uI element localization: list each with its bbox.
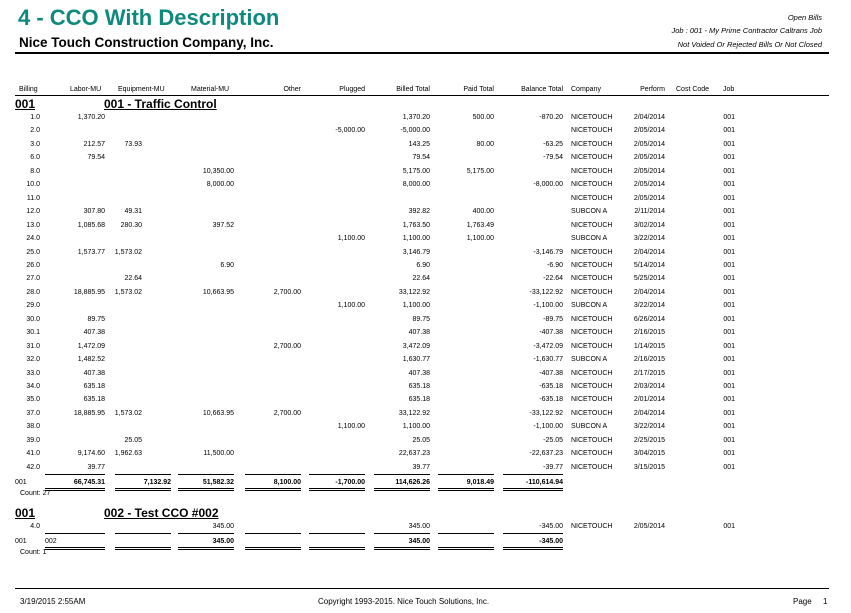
cell-job: 001 [723,302,735,309]
cell-job: 001 [723,410,735,417]
cell-company: NICETOUCH [571,343,613,350]
cell-equipment-mu: 73.93 [124,141,142,148]
cell-company: SUBCON A [571,208,608,215]
group-title: 002 - Test CCO #002 [104,506,219,520]
cell-job: 001 [723,195,735,202]
cell-balance-total: -89.75 [543,316,563,323]
total-double-rule [45,547,105,550]
report-status: Open Bills [787,13,822,22]
filter-line: Not Voided Or Rejected Bills Or Not Closed [677,40,822,49]
cell-perform: 2/16/2015 [633,356,665,363]
cell-job: 001 [723,114,735,121]
cell-perform: 2/04/2014 [633,289,665,296]
cell-labor-mu: 18,885.95 [73,289,105,296]
cell-billing: 30.0 [26,316,40,323]
cell-billing: 39.0 [26,437,40,444]
cell-billing: 1.0 [30,114,40,121]
cell-paid-total: 1,763.49 [466,222,494,229]
total-value: 7,132.92 [143,479,171,486]
cell-plugged: -5,000.00 [335,127,365,134]
column-header-billing: Billing [19,86,38,93]
total-value: 345.00 [212,538,234,545]
cell-company: NICETOUCH [571,523,613,530]
total-value: 66,745.31 [73,479,105,486]
cell-billed-total: 79.54 [412,154,430,161]
cell-billed-total: 5,175.00 [402,168,430,175]
cell-billed-total: 407.38 [408,329,430,336]
cell-billed-total: 1,100.00 [402,423,430,430]
cell-balance-total: -79.54 [543,154,563,161]
cell-material-mu: 345.00 [212,523,234,530]
total-rule [178,533,234,534]
cell-perform: 2/05/2014 [633,154,665,161]
cell-balance-total: -6.90 [547,262,563,269]
cell-labor-mu: 635.18 [83,396,105,403]
total-rule [178,474,234,475]
total-double-rule [374,488,430,491]
cell-company: NICETOUCH [571,262,613,269]
total-double-rule [245,488,301,491]
cell-company: NICETOUCH [571,329,613,336]
cell-labor-mu: 1,370.20 [77,114,105,121]
cell-balance-total: -345.00 [539,523,563,530]
cell-perform: 2/25/2015 [633,437,665,444]
column-header-perform: Perform [640,86,665,93]
cell-balance-total: -407.38 [539,329,563,336]
cell-equipment-mu: 49.31 [124,208,142,215]
total-rule [374,533,430,534]
cell-labor-mu: 1,573.77 [77,249,105,256]
cell-job: 001 [723,356,735,363]
cell-equipment-mu: 280.30 [120,222,142,229]
cell-other: 2,700.00 [273,289,301,296]
cell-balance-total: -635.18 [539,383,563,390]
cell-billing: 34.0 [26,383,40,390]
cell-job: 001 [723,370,735,377]
cell-labor-mu: 407.38 [83,370,105,377]
column-header-balance-total: Balance Total [521,86,563,93]
cell-billing: 33.0 [26,370,40,377]
column-header-material-mu: Material-MU [191,86,230,93]
cell-labor-mu: 89.75 [87,316,105,323]
cell-billed-total: 1,100.00 [402,302,430,309]
cell-company: SUBCON A [571,235,608,242]
cell-billing: 13.0 [26,222,40,229]
cell-perform: 2/16/2015 [633,329,665,336]
total-value: 9,018.49 [466,479,494,486]
cell-company: NICETOUCH [571,275,613,282]
cell-job: 001 [723,235,735,242]
column-header-billed-total: Billed Total [396,86,430,93]
cell-balance-total: -63.25 [543,141,563,148]
cell-plugged: 1,100.00 [337,423,365,430]
cell-perform: 1/14/2015 [633,343,665,350]
cell-billing: 27.0 [26,275,40,282]
cell-balance-total: -3,472.09 [533,343,563,350]
cell-billed-total: 8,000.00 [402,181,430,188]
total-label: 001 [15,538,27,545]
cell-company: NICETOUCH [571,114,613,121]
cell-billed-total: 1,370.20 [402,114,430,121]
cell-paid-total: 80.00 [476,141,494,148]
total-rule [115,533,171,534]
cell-billed-total: 1,630.77 [402,356,430,363]
cell-perform: 3/22/2014 [633,302,665,309]
copyright: Copyright 1993-2015. Nice Touch Solutions, Inc. [318,597,490,606]
cell-labor-mu: 407.38 [83,329,105,336]
total-double-rule [309,488,365,491]
column-header-paid-total: Paid Total [463,86,494,93]
total-value: 51,582.32 [202,479,234,486]
total-value: -110,614.94 [526,479,563,486]
cell-job: 001 [723,249,735,256]
group-code: 001 [15,97,36,111]
cell-perform: 3/02/2014 [633,222,665,229]
cell-perform: 6/26/2014 [633,316,665,323]
total-rule [115,474,171,475]
cell-perform: 3/15/2015 [633,464,665,471]
cell-company: NICETOUCH [571,168,613,175]
cell-billing: 41.0 [26,450,40,457]
cell-perform: 3/22/2014 [633,423,665,430]
column-header-plugged: Plugged [339,86,365,93]
cell-labor-mu: 79.54 [87,154,105,161]
cell-billing: 32.0 [26,356,40,363]
cell-billing: 38.0 [26,423,40,430]
total-rule [503,533,563,534]
total-value: -345.00 [539,538,563,545]
cell-job: 001 [723,437,735,444]
cell-perform: 2/05/2014 [633,127,665,134]
cell-billing: 8.0 [30,168,40,175]
cell-balance-total: -3,146.79 [533,249,563,256]
total-rule [438,533,494,534]
total-rule [245,474,301,475]
cell-billed-total: 3,472.09 [402,343,430,350]
cell-billed-total: 6.90 [416,262,430,269]
cell-paid-total: 5,175.00 [466,168,494,175]
cell-billed-total: 392.82 [408,208,430,215]
cell-labor-mu: 18,885.95 [73,410,105,417]
cell-company: NICETOUCH [571,141,613,148]
column-header-labor-mu: Labor-MU [70,86,102,93]
cell-billed-total: 1,100.00 [402,235,430,242]
total-rule [309,533,365,534]
cell-perform: 2/05/2014 [633,141,665,148]
cell-material-mu: 397.52 [212,222,234,229]
cell-labor-mu: 9,174.60 [77,450,105,457]
cell-perform: 2/05/2014 [633,168,665,175]
cell-job: 001 [723,262,735,269]
cell-job: 001 [723,127,735,134]
cell-job: 001 [723,329,735,336]
column-header-other: Other [283,86,301,93]
cell-perform: 2/03/2014 [633,383,665,390]
cell-plugged: 1,100.00 [337,302,365,309]
cell-balance-total: -33,122.92 [529,289,563,296]
cell-billing: 12.0 [26,208,40,215]
cell-balance-total: -870.20 [539,114,563,121]
cell-other: 2,700.00 [273,343,301,350]
total-value: 8,100.00 [273,479,301,486]
cell-labor-mu: 1,482.52 [77,356,105,363]
cell-perform: 2/05/2014 [633,523,665,530]
cell-billed-total: 39.77 [412,464,430,471]
cell-perform: 3/22/2014 [633,235,665,242]
cell-perform: 2/04/2014 [633,114,665,121]
cell-job: 001 [723,343,735,350]
cell-billing: 26.0 [26,262,40,269]
total-rule [45,474,105,475]
report-title: 4 - CCO With Description [18,5,280,30]
cell-company: NICETOUCH [571,383,613,390]
cell-billing: 29.0 [26,302,40,309]
cell-billing: 3.0 [30,141,40,148]
cell-perform: 5/14/2014 [633,262,665,269]
cell-company: NICETOUCH [571,249,613,256]
cell-billing: 30.1 [26,329,40,336]
cell-billed-total: 635.18 [408,396,430,403]
total-double-rule [115,488,171,491]
cell-billed-total: 89.75 [412,316,430,323]
cell-labor-mu: 1,472.09 [77,343,105,350]
cell-balance-total: -1,630.77 [533,356,563,363]
cell-equipment-mu: 25.05 [124,437,142,444]
cell-balance-total: -22,637.23 [529,450,563,457]
cell-job: 001 [723,423,735,430]
cell-equipment-mu: 1,573.02 [114,289,142,296]
cell-perform: 2/04/2014 [633,249,665,256]
cell-billing: 24.0 [26,235,40,242]
cell-balance-total: -25.05 [543,437,563,444]
cell-billed-total: 635.18 [408,383,430,390]
cell-material-mu: 8,000.00 [206,181,234,188]
cell-perform: 2/01/2014 [633,396,665,403]
cell-other: 2,700.00 [273,410,301,417]
cell-balance-total: -1,100.00 [533,423,563,430]
cell-job: 001 [723,208,735,215]
cell-job: 001 [723,383,735,390]
cell-billing: 10.0 [26,181,40,188]
total-double-rule [115,547,171,550]
cell-billing: 25.0 [26,249,40,256]
total-double-rule [45,488,105,491]
company-name: Nice Touch Construction Company, Inc. [19,35,274,50]
cell-billed-total: 1,763.50 [402,222,430,229]
total-rule [438,474,494,475]
cell-billing: 4.0 [30,523,40,530]
group-code: 001 [15,506,36,520]
cell-perform: 2/04/2014 [633,410,665,417]
total-double-rule [438,488,494,491]
cell-job: 001 [723,168,735,175]
cell-billing: 42.0 [26,464,40,471]
cell-billed-total: 25.05 [412,437,430,444]
cell-job: 001 [723,464,735,471]
cell-balance-total: -39.77 [543,464,563,471]
cell-paid-total: 1,100.00 [466,235,494,242]
cell-labor-mu: 1,085.68 [77,222,105,229]
cell-job: 001 [723,222,735,229]
total-value: 002 [45,538,57,545]
cell-perform: 3/04/2015 [633,450,665,457]
cell-perform: 2/17/2015 [633,370,665,377]
total-label: 001 [15,479,27,486]
cell-equipment-mu: 1,962.63 [114,450,142,457]
cell-job: 001 [723,181,735,188]
cell-perform: 5/25/2014 [633,275,665,282]
total-double-rule [374,547,430,550]
row-count: Count: 27 [20,490,51,497]
print-datetime: 3/19/2015 2:55AM [20,597,86,606]
cell-labor-mu: 307.80 [83,208,105,215]
cell-job: 001 [723,289,735,296]
cell-billing: 11.0 [26,195,40,202]
cell-job: 001 [723,523,735,530]
cell-paid-total: 500.00 [472,114,494,121]
cell-paid-total: 400.00 [472,208,494,215]
cell-billing: 35.0 [26,396,40,403]
cell-company: NICETOUCH [571,396,613,403]
cell-billed-total: 3,146.79 [402,249,430,256]
cell-balance-total: -1,100.00 [533,302,563,309]
cell-perform: 2/11/2014 [634,208,665,215]
total-double-rule [503,547,563,550]
total-rule [245,533,301,534]
cell-plugged: 1,100.00 [337,235,365,242]
cell-company: NICETOUCH [571,370,613,377]
cell-billed-total: 33,122.92 [398,410,430,417]
cell-company: NICETOUCH [571,222,613,229]
cell-labor-mu: 212.57 [83,141,105,148]
total-value: 114,626.26 [395,479,430,486]
total-rule [309,474,365,475]
total-rule [45,533,105,534]
total-value: -1,700.00 [335,479,365,486]
cell-billing: 31.0 [26,343,40,350]
cell-billed-total: 22,637.23 [398,450,430,457]
row-count: Count: 1 [20,549,47,556]
cell-company: NICETOUCH [571,464,613,471]
cell-balance-total: -407.38 [539,370,563,377]
cell-perform: 2/05/2014 [633,181,665,188]
group-title: 001 - Traffic Control [104,97,217,111]
column-header-company: Company [571,86,601,93]
column-header-rule [15,95,829,96]
cell-billed-total: 143.25 [408,141,430,148]
cell-material-mu: 10,663.95 [202,289,234,296]
cell-company: NICETOUCH [571,154,613,161]
cell-billed-total: 407.38 [408,370,430,377]
total-double-rule [245,547,301,550]
cell-labor-mu: 39.77 [87,464,105,471]
page-number: 1 [823,597,828,606]
footer-rule [15,588,829,589]
cell-job: 001 [723,316,735,323]
cell-balance-total: -22.64 [543,275,563,282]
cell-equipment-mu: 1,573.02 [114,249,142,256]
cell-labor-mu: 635.18 [83,383,105,390]
cell-balance-total: -635.18 [539,396,563,403]
cell-company: NICETOUCH [571,289,613,296]
cell-company: NICETOUCH [571,181,613,188]
cell-company: NICETOUCH [571,127,613,134]
cell-billed-total: 33,122.92 [398,289,430,296]
column-header-cost-code: Cost Code [676,86,710,93]
cell-company: SUBCON A [571,302,608,309]
total-rule [503,474,563,475]
cell-job: 001 [723,141,735,148]
cell-job: 001 [723,450,735,457]
cell-billing: 37.0 [26,410,40,417]
cell-material-mu: 11,500.00 [203,450,234,457]
page-label: Page [793,597,812,606]
total-rule [374,474,430,475]
header-rule [15,52,829,54]
cell-billing: 2.0 [30,127,40,134]
total-value: 345.00 [408,538,430,545]
cell-material-mu: 6.90 [220,262,234,269]
cell-material-mu: 10,350.00 [202,168,234,175]
total-double-rule [503,488,563,491]
cell-company: NICETOUCH [571,316,613,323]
cell-company: NICETOUCH [571,410,613,417]
cell-job: 001 [723,396,735,403]
cell-company: NICETOUCH [571,195,613,202]
cell-company: NICETOUCH [571,437,613,444]
total-double-rule [178,547,234,550]
column-header-equipment-mu: Equipment-MU [118,86,165,93]
cell-company: SUBCON A [571,356,608,363]
cell-company: SUBCON A [571,423,608,430]
cell-equipment-mu: 22.64 [124,275,142,282]
total-double-rule [438,547,494,550]
cell-equipment-mu: 1,573.02 [114,410,142,417]
cell-balance-total: -33,122.92 [529,410,563,417]
cell-balance-total: -8,000.00 [533,181,563,188]
cell-billing: 28.0 [26,289,40,296]
total-double-rule [178,488,234,491]
job-line: Job : 001 - My Prime Contractor Caltrans Job [671,26,822,35]
cell-job: 001 [723,154,735,161]
column-header-job: Job [723,86,735,93]
cell-billed-total: 345.00 [408,523,430,530]
cell-billed-total: 22.64 [412,275,430,282]
cell-perform: 2/05/2014 [633,195,665,202]
cell-material-mu: 10,663.95 [202,410,234,417]
cell-job: 001 [723,275,735,282]
cell-company: NICETOUCH [571,450,613,457]
total-double-rule [309,547,365,550]
cell-billing: 6.0 [30,154,40,161]
cell-billed-total: -5,000.00 [400,127,430,134]
